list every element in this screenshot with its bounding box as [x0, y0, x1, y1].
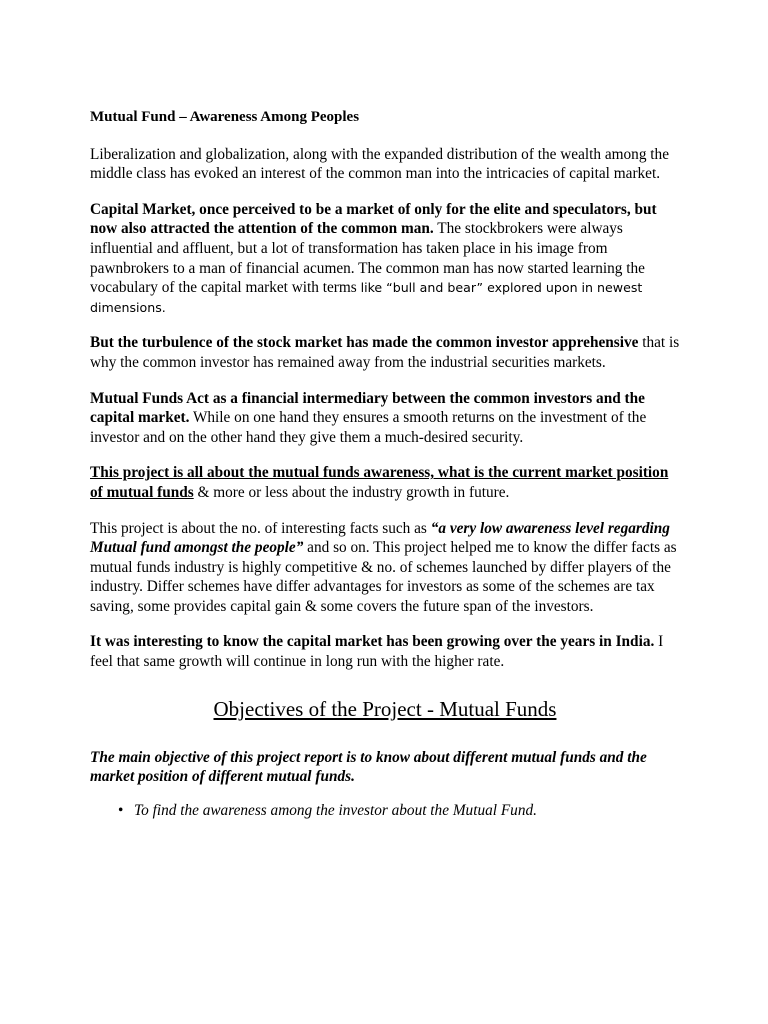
bold-text: It was interesting to know the capital market has been growing over the years in India. — [90, 633, 655, 651]
bullet-icon: • — [118, 801, 124, 819]
paragraph-turbulence — [90, 333, 680, 372]
paragraph-project-scope — [90, 463, 680, 502]
paragraph-facts — [90, 519, 680, 617]
document-page — [90, 108, 680, 820]
list-item-text: To find the awareness among the investor about the Mutual Fund. — [134, 801, 537, 819]
document-title: Mutual Fund – Awareness Among Peoples — [90, 109, 360, 125]
body-text: I feel that same growth will continue in long run with the higher rate. — [90, 633, 664, 671]
alt-font-text: like “bull and bear” explored upon in newest dimensions. — [90, 280, 643, 315]
objectives-list — [90, 801, 680, 821]
objective-statement: The main objective of this project report is to know about different mutual funds and the market position of different mutual funds. — [90, 748, 647, 786]
body-text: & more or less about the industry growth in future. — [193, 483, 510, 501]
body-text: While on one hand they ensures a smooth returns on the investment of the investor and on the other hand they give them a much-desired security. — [90, 409, 647, 446]
list-item — [118, 801, 680, 821]
body-text: that is why the common investor has remained away from the industrial securities markets. — [90, 334, 680, 371]
paragraph-intermediary — [90, 389, 680, 448]
underlined-bold-text: This project is all about the mutual funds awareness, what is the current market position of mutual funds — [90, 464, 669, 501]
paragraph-intro: Liberalization and globalization, along with the expanded distribution of the wealth among the middle class has evoked an interest of the common man into the intricacies of capital market. — [90, 145, 669, 183]
body-text: This project is about the no. of interesting facts such as — [90, 519, 431, 537]
paragraph-growth — [90, 632, 680, 671]
quoted-text: “a very low awareness level regarding Mutual fund amongst the people” — [90, 519, 670, 557]
bold-text: But the turbulence of the stock market has made the common investor apprehensive — [90, 334, 639, 352]
paragraph-capital-market — [90, 200, 680, 318]
bold-text: Capital Market, once perceived to be a market of only for the elite and speculators, but now also attracted the attention of the common man. — [90, 200, 657, 238]
body-text: and so on. This project helped me to know the differ facts as mutual funds industry is highly competitive & no. of schemes launched by differ players of the industry. Differ schemes have differ advantages for investors as some of the schemes are tax saving, some provides capital gain & some covers the future span of the investors. — [90, 539, 677, 615]
section-heading: Objectives of the Project - Mutual Funds — [213, 696, 557, 721]
bold-text: Mutual Funds Act as a financial intermediary between the common investors and the capital market. — [90, 389, 645, 427]
body-text: The stockbrokers were always influential and affluent, but a lot of transformation has taken place in his image from pawnbrokers to a man of financial acumen. The common man has now started learning the vocabulary of the capital market with terms — [90, 220, 645, 297]
